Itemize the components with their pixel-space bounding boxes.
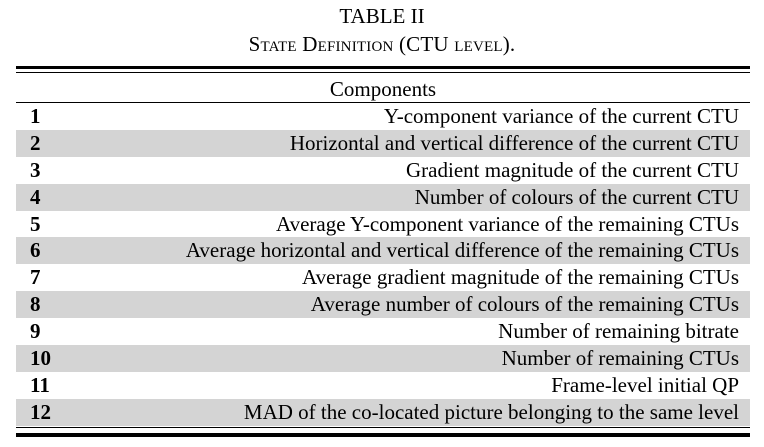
table-row [16, 130, 750, 157]
row-number: 8 [30, 292, 41, 317]
row-number: 3 [30, 157, 41, 182]
bottom-rule-thick [16, 433, 750, 437]
row-number: 1 [30, 104, 41, 128]
row-number: 9 [30, 319, 41, 344]
row-component: Horizontal and vertical difference of the current CTU [289, 130, 739, 155]
table-row [16, 237, 750, 264]
table-body [16, 103, 750, 426]
table-title: State Definition (CTU level). [248, 32, 516, 56]
row-number: 7 [30, 265, 41, 290]
row-number: 4 [30, 184, 41, 209]
table-row [16, 264, 750, 291]
row-number: 5 [30, 211, 41, 236]
row-number: 2 [30, 130, 41, 155]
row-component: Average Y-component variance of the remaining CTUs [276, 211, 739, 236]
table-label: TABLE II [339, 4, 425, 28]
table-row [16, 399, 750, 426]
table-row [16, 372, 750, 399]
table-row [16, 103, 750, 130]
row-component: Average horizontal and vertical difference of the remaining CTUs [185, 238, 739, 263]
row-number: 6 [30, 238, 41, 263]
row-component: MAD of the co-located picture belonging to the same level [243, 399, 739, 424]
row-component: Number of colours of the current CTU [414, 184, 739, 209]
table-row [16, 157, 750, 184]
row-component: Average gradient magnitude of the remaining CTUs [302, 265, 739, 290]
row-component: Y-component variance of the current CTU [383, 104, 739, 128]
bottom-rule-thin [16, 427, 750, 428]
row-component: Average number of colours of the remaining CTUs [310, 292, 739, 317]
row-component: Gradient magnitude of the current CTU [406, 157, 739, 182]
top-rule-thin [16, 72, 750, 73]
row-component: Frame-level initial QP [551, 372, 739, 397]
table-row [16, 211, 750, 238]
row-number: 12 [30, 399, 51, 424]
column-header: Components [329, 77, 437, 101]
table-row [16, 318, 750, 345]
table-row [16, 291, 750, 318]
row-number: 10 [30, 346, 51, 371]
table-row [16, 345, 750, 372]
row-component: Number of remaining bitrate [498, 319, 739, 344]
row-component: Number of remaining CTUs [501, 346, 739, 371]
row-number: 11 [30, 372, 50, 397]
table-row [16, 184, 750, 211]
top-rule-thick [16, 66, 750, 69]
